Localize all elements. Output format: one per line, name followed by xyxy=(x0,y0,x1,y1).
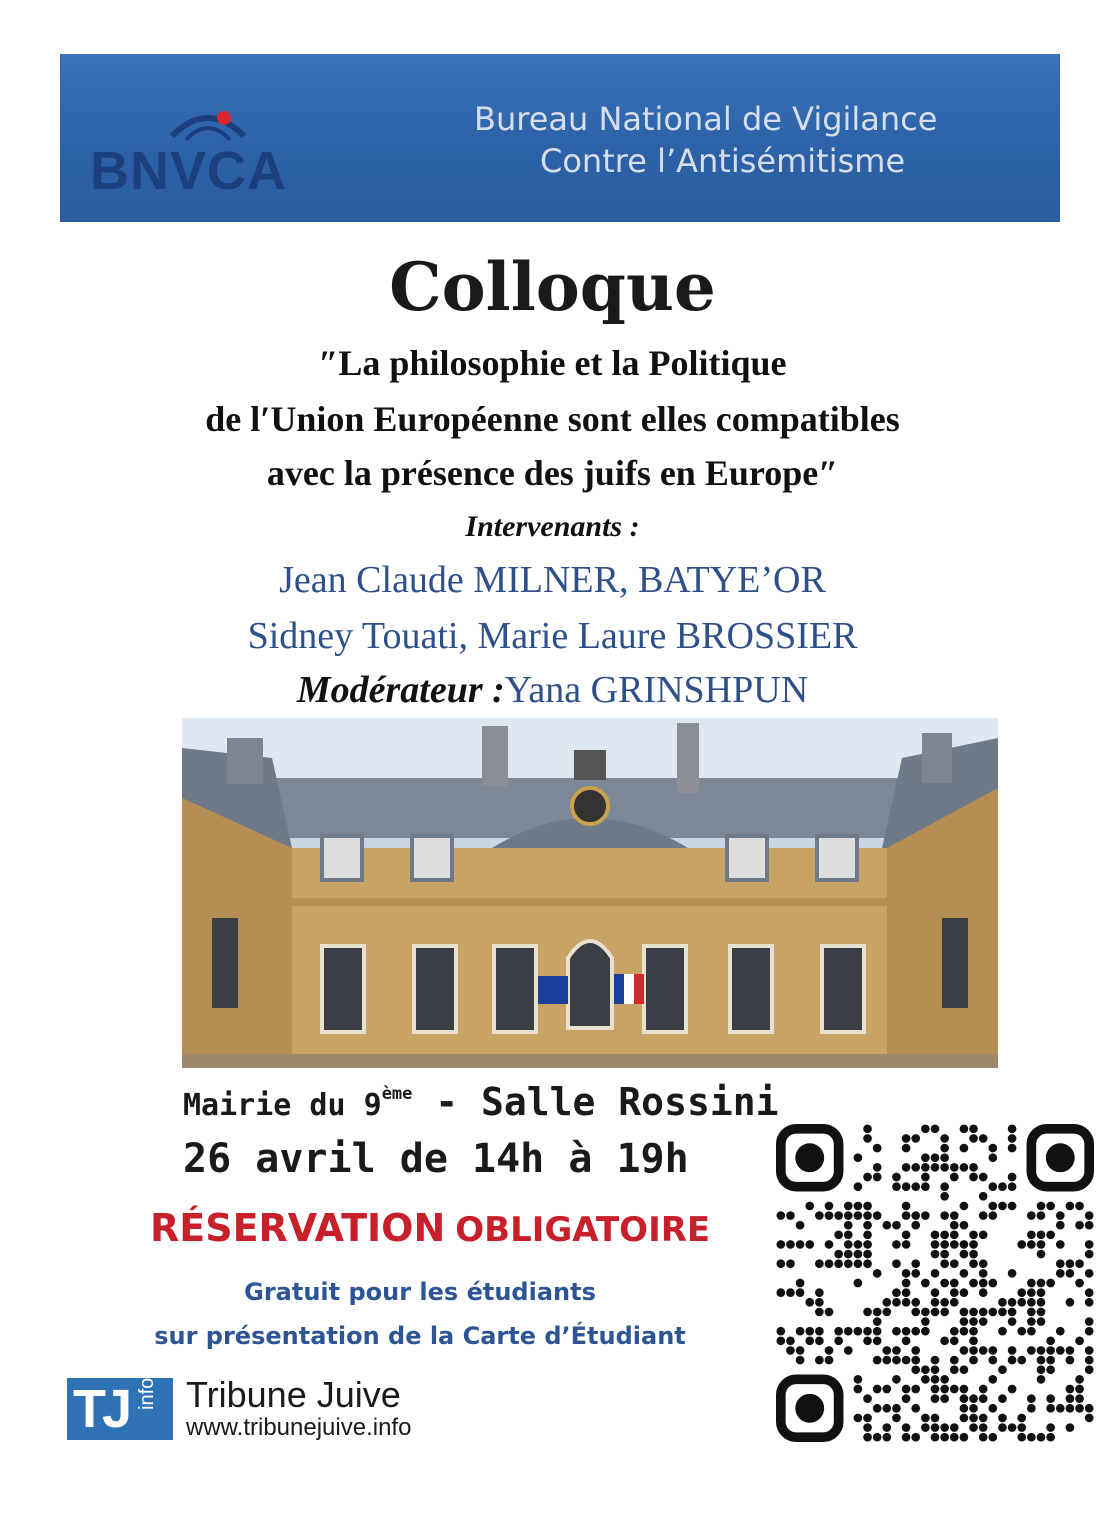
venue-prefix: Mairie du 9 xyxy=(183,1088,382,1123)
town-hall-building-photo xyxy=(182,718,998,1068)
moderator-name: Yana GRINSHPUN xyxy=(504,669,809,711)
reservation-word-2: OBLIGATOIRE xyxy=(455,1210,711,1250)
free-line-1: Gratuit pour les étudiants xyxy=(244,1278,596,1306)
event-title: Colloque xyxy=(389,248,716,326)
reservation-notice xyxy=(150,1206,710,1250)
subtitle-line-2: de l′Union Européenne sont elles compatibles xyxy=(205,399,900,439)
moderator-label: Modérateur : xyxy=(296,669,505,711)
partner-name: Tribune Juive xyxy=(186,1374,401,1415)
subtitle-line-3: avec la présence des juifs en Europe″ xyxy=(266,453,839,493)
partner-url[interactable]: www.tribunejuive.info xyxy=(186,1414,412,1441)
moderator-line xyxy=(0,668,1105,712)
venue-room: - Salle Rossini xyxy=(412,1080,779,1124)
reservation-word-1: RÉSERVATION xyxy=(150,1206,446,1250)
qr-code-icon[interactable] xyxy=(776,1124,1094,1444)
bnvca-logo: BNVCA xyxy=(90,141,288,201)
tribune-juive-logo-badge: info xyxy=(136,1377,158,1410)
speakers-line-2: Sidney Touati, Marie Laure BROSSIER xyxy=(247,615,858,657)
header-line-2: Contre l’Antisémitisme xyxy=(540,142,906,180)
tribune-juive-logo-letters: TJ xyxy=(73,1379,129,1439)
header-line-1: Bureau National de Vigilance xyxy=(474,100,938,138)
venue-superscript: ème xyxy=(381,1084,413,1104)
speakers-line-1: Jean Claude MILNER, BATYE’OR xyxy=(279,559,826,601)
venue-line xyxy=(183,1080,778,1124)
event-date: 26 avril de 14h à 19h xyxy=(183,1136,689,1182)
speakers-label: Intervenants : xyxy=(465,510,640,543)
free-line-2: sur présentation de la Carte d’Étudiant xyxy=(154,1322,686,1350)
subtitle-line-1: ″La philosophie et la Politique xyxy=(318,343,787,383)
